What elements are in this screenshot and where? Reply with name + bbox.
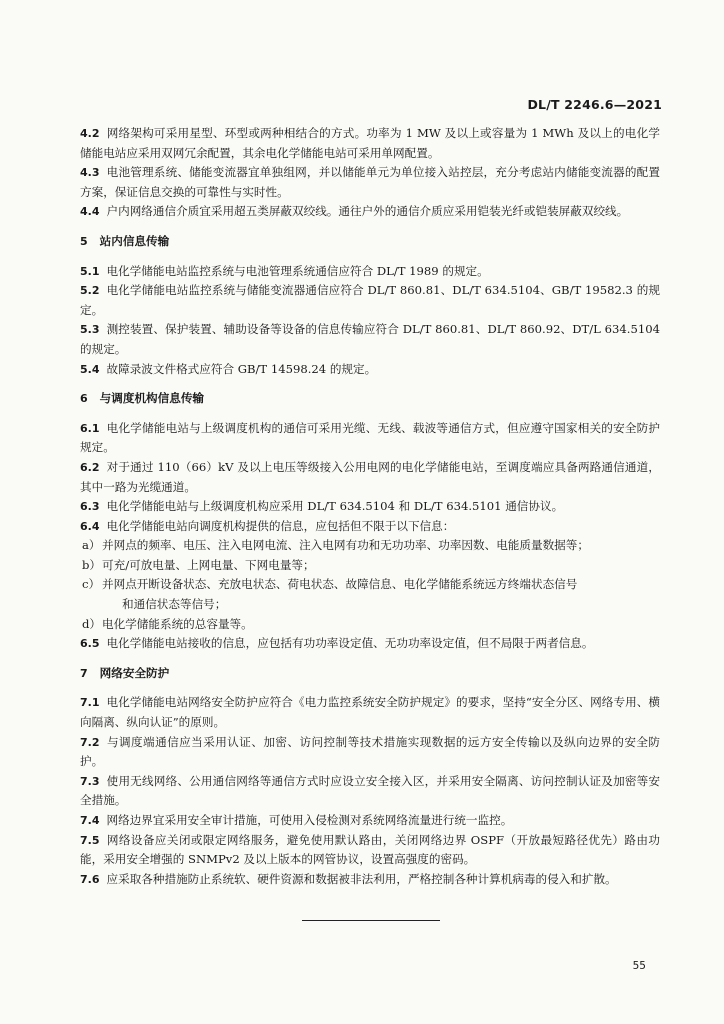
clause-7-4: 7.4 网络边界宜采用安全审计措施，可使用入侵检测对系统网络流量进行统一监控。 <box>80 813 513 827</box>
page-number: 55 <box>632 960 646 972</box>
clause-4-4: 4.4 户内网络通信介质宜采用超五类屏蔽双绞线。通往户外的通信介质应采用铠装光纤或铠装屏蔽双绞线。 <box>80 204 629 219</box>
end-divider <box>302 920 440 921</box>
section-5-heading: 5 站内信息传输 <box>80 233 170 248</box>
clause-6-5: 6.5 电化学储能电站接收的信息，应包括有功功率设定值、无功功率设定值，但不局限于两者信息。 <box>80 636 594 651</box>
clause-4-2: 4.2 网络架构可采用星型、环型或两种相结合的方式。功率为 1 MW 及以上或容量为 1 MWh 及以上的电化学储能电站应采用双网冗余配置，其余电化学储能电站可采用单网配置。 <box>80 126 660 160</box>
list-item-d: d）电化学储能系统的总容量等。 <box>82 616 253 631</box>
clause-4-3: 4.3 电池管理系统、储能变流器宜单独组网，并以储能单元为单位接入站控层，充分考虑站内储能变流器的配置方案，保证信息交换的可靠性与实时性。 <box>80 165 660 199</box>
page-content <box>80 124 660 889</box>
clause-7-2: 7.2 与调度端通信应当采用认证、加密、访问控制等技术措施实现数据的远方安全传输以及纵向边界的安全防护。 <box>80 734 660 769</box>
clause-5-2: 5.2 电化学储能电站监控系统与储能变流器通信应符合 DL/T 860.81、DL/T 634.5104、GB/T 19582.3 的规定。 <box>80 283 660 317</box>
clause-5-4: 5.4 故障录波文件格式应符合 GB/T 14598.24 的规定。 <box>80 361 377 376</box>
list-item-c: c） 并网点开断设备状态、充放电状态、荷电状态、故障信息、电化学储能系统远方终端状态信号 和通信状态等信号； <box>82 577 578 612</box>
clause-7-1: 7.1 电化学储能电站网络安全防护应符合《电力监控系统安全防护规定》的要求，坚持“安全分区、网络专用、横向隔离、纵向认证”的原则。 <box>80 695 660 730</box>
clause-6-2: 6.2 对于通过 110（66）kV 及以上电压等级接入公用电网的电化学储能电站，至调度端应具备两路通信通道，其中一路为光缆通道。 <box>80 459 660 494</box>
list-item-b: b）可充/可放电量、上网电量、下网电量等； <box>82 557 315 572</box>
clause-5-3: 5.3 测控装置、保护装置、辅助设备等设备的信息传输应符合 DL/T 860.81、DL/T 860.92、DT/L 634.5104 的规定。 <box>80 322 660 356</box>
clause-6-4: 6.4 电化学储能电站向调度机构提供的信息，应包括但不限于以下信息： <box>80 518 455 533</box>
section-7-heading: 7 网络安全防护 <box>80 665 170 680</box>
clause-6-1: 6.1 电化学储能电站与上级调度机构的通信可采用光缆、无线、载波等通信方式，但应遵守国家相关的安全防护规定。 <box>80 420 660 455</box>
clause-7-6: 7.6 应采取各种措施防止系统软、硬件资源和数据被非法利用，严格控制各种计算机病毒的侵入和扩散。 <box>80 871 617 886</box>
clause-7-3: 7.3 使用无线网络、公用通信网络等通信方式时应设立安全接入区，并采用安全隔离、访问控制认证及加密等安全措施。 <box>80 773 660 808</box>
standard-code: DL/T 2246.6—2021 <box>527 97 662 112</box>
clause-5-1: 5.1 电化学储能电站监控系统与电池管理系统通信应符合 DL/T 1989 的规定。 <box>80 263 489 278</box>
list-item-a: a）并网点的频率、电压、注入电网电流、注入电网有功和无功功率、功率因数、电能质量数据等； <box>82 538 589 553</box>
clause-7-5: 7.5 网络设备应关闭或限定网络服务，避免使用默认路由，关闭网络边界 OSPF（开放最短路径优先）路由功能，采用安全增强的 SNMPv2 及以上版本的网管协议，设置高强度的密码。 <box>80 832 660 867</box>
section-6-heading: 6 与调度机构信息传输 <box>80 391 205 406</box>
clause-6-3: 6.3 电化学储能电站与上级调度机构应采用 DL/T 634.5104 和 DL/T 634.5101 通信协议。 <box>80 499 564 514</box>
